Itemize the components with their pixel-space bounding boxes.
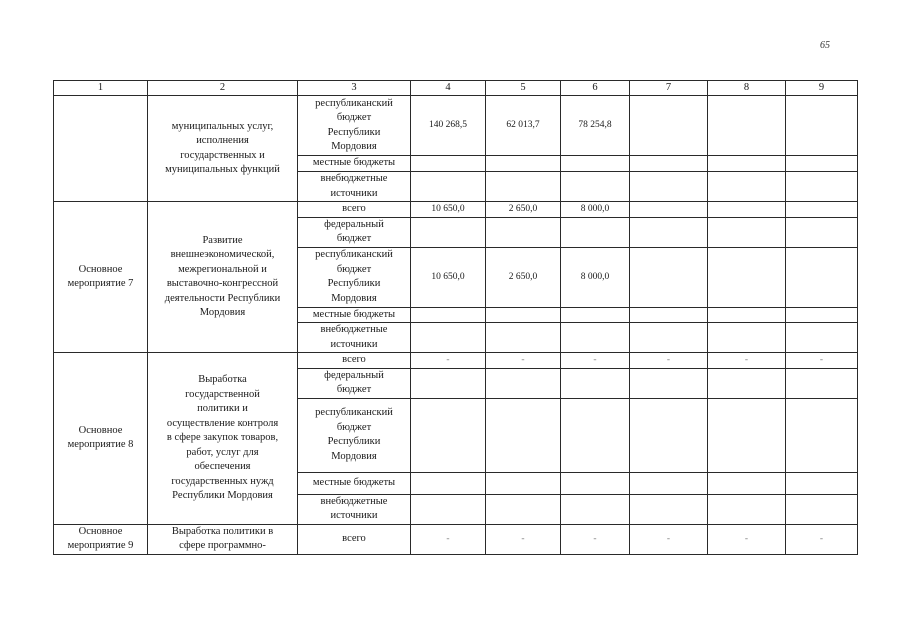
- header-row: [54, 81, 858, 96]
- measure-cell: Основное мероприятие 7: [54, 202, 148, 353]
- table-row: [54, 524, 858, 554]
- measure-cell: Основное мероприятие 9: [54, 524, 148, 554]
- page-number: 65: [820, 40, 830, 51]
- value-cell: [786, 398, 858, 472]
- value-cell: -: [630, 524, 708, 554]
- value-cell: [786, 494, 858, 524]
- funding-source-cell: местные бюджеты: [298, 472, 411, 494]
- funding-source-cell: всего: [298, 202, 411, 218]
- value-cell: [411, 398, 486, 472]
- value-cell: [708, 323, 786, 353]
- value-cell: -: [630, 353, 708, 369]
- table-row: [54, 202, 858, 218]
- value-cell: [786, 96, 858, 156]
- value-cell: [486, 472, 561, 494]
- description-cell: муниципальных услуг, исполнения государственных и муниципальных функций: [148, 96, 298, 202]
- value-cell: [630, 156, 708, 172]
- value-cell: [411, 323, 486, 353]
- funding-source-cell: внебюджетные источники: [298, 323, 411, 353]
- value-cell: -: [486, 524, 561, 554]
- description-cell: Выработка государственной политики и осуществление контроля в сфере закупок товаров, работ, услуг для обеспечения государственных нужд Республики Мордовия: [148, 353, 298, 525]
- value-cell: 8 000,0: [561, 202, 630, 218]
- funding-source-cell: федеральный бюджет: [298, 217, 411, 247]
- value-cell: [786, 307, 858, 323]
- value-cell: 8 000,0: [561, 247, 630, 307]
- value-cell: -: [561, 524, 630, 554]
- value-cell: [486, 323, 561, 353]
- value-cell: 140 268,5: [411, 96, 486, 156]
- value-cell: [786, 202, 858, 218]
- value-cell: [786, 217, 858, 247]
- value-cell: [411, 494, 486, 524]
- value-cell: -: [486, 353, 561, 369]
- value-cell: [786, 172, 858, 202]
- table-row: [54, 96, 858, 156]
- value-cell: -: [411, 353, 486, 369]
- value-cell: [630, 398, 708, 472]
- table-row: [54, 353, 858, 369]
- value-cell: [708, 307, 786, 323]
- value-cell: [708, 202, 786, 218]
- value-cell: [630, 323, 708, 353]
- value-cell: [486, 398, 561, 472]
- value-cell: [630, 368, 708, 398]
- value-cell: [786, 247, 858, 307]
- value-cell: [561, 472, 630, 494]
- value-cell: [708, 472, 786, 494]
- funding-source-cell: местные бюджеты: [298, 156, 411, 172]
- value-cell: [486, 307, 561, 323]
- value-cell: [630, 494, 708, 524]
- value-cell: [486, 217, 561, 247]
- column-header-8: 8: [708, 81, 786, 96]
- value-cell: [561, 398, 630, 472]
- value-cell: [411, 368, 486, 398]
- value-cell: [486, 368, 561, 398]
- value-cell: -: [561, 353, 630, 369]
- value-cell: [786, 368, 858, 398]
- column-header-6: 6: [561, 81, 630, 96]
- budget-table: [53, 80, 858, 555]
- value-cell: [411, 217, 486, 247]
- funding-source-cell: местные бюджеты: [298, 307, 411, 323]
- column-header-2: 2: [148, 81, 298, 96]
- value-cell: [630, 96, 708, 156]
- value-cell: -: [786, 353, 858, 369]
- value-cell: [708, 368, 786, 398]
- value-cell: [561, 307, 630, 323]
- funding-source-cell: федеральный бюджет: [298, 368, 411, 398]
- funding-source-cell: внебюджетные источники: [298, 172, 411, 202]
- column-header-7: 7: [630, 81, 708, 96]
- value-cell: 2 650,0: [486, 247, 561, 307]
- value-cell: [411, 472, 486, 494]
- measure-cell: [54, 96, 148, 202]
- column-header-5: 5: [486, 81, 561, 96]
- funding-source-cell: всего: [298, 524, 411, 554]
- value-cell: [486, 156, 561, 172]
- funding-source-cell: республиканский бюджет Республики Мордовия: [298, 96, 411, 156]
- measure-cell: Основное мероприятие 8: [54, 353, 148, 525]
- value-cell: 10 650,0: [411, 202, 486, 218]
- value-cell: [630, 472, 708, 494]
- value-cell: -: [708, 524, 786, 554]
- value-cell: [411, 156, 486, 172]
- value-cell: [630, 217, 708, 247]
- description-cell: Развитие внешнеэкономической, межрегиональной и выставочно-конгрессной деятельности Республики Мордовия: [148, 202, 298, 353]
- value-cell: [561, 156, 630, 172]
- funding-source-cell: всего: [298, 353, 411, 369]
- value-cell: 62 013,7: [486, 96, 561, 156]
- column-header-3: 3: [298, 81, 411, 96]
- value-cell: [786, 156, 858, 172]
- column-header-1: 1: [54, 81, 148, 96]
- value-cell: [561, 323, 630, 353]
- value-cell: [561, 217, 630, 247]
- value-cell: [708, 398, 786, 472]
- value-cell: -: [786, 524, 858, 554]
- value-cell: [708, 156, 786, 172]
- funding-source-cell: республиканский бюджет Республики Мордовия: [298, 398, 411, 472]
- value-cell: [561, 172, 630, 202]
- value-cell: [786, 472, 858, 494]
- funding-source-cell: внебюджетные источники: [298, 494, 411, 524]
- column-header-4: 4: [411, 81, 486, 96]
- value-cell: [630, 307, 708, 323]
- value-cell: [411, 307, 486, 323]
- value-cell: [561, 494, 630, 524]
- value-cell: -: [708, 353, 786, 369]
- value-cell: [486, 494, 561, 524]
- value-cell: [708, 96, 786, 156]
- value-cell: -: [411, 524, 486, 554]
- funding-source-cell: республиканский бюджет Республики Мордовия: [298, 247, 411, 307]
- value-cell: 78 254,8: [561, 96, 630, 156]
- value-cell: [708, 247, 786, 307]
- value-cell: [708, 217, 786, 247]
- description-cell: Выработка политики в сфере программно-: [148, 524, 298, 554]
- value-cell: 2 650,0: [486, 202, 561, 218]
- value-cell: [708, 494, 786, 524]
- value-cell: 10 650,0: [411, 247, 486, 307]
- value-cell: [786, 323, 858, 353]
- value-cell: [486, 172, 561, 202]
- value-cell: [630, 247, 708, 307]
- value-cell: [411, 172, 486, 202]
- value-cell: [708, 172, 786, 202]
- value-cell: [630, 172, 708, 202]
- value-cell: [561, 368, 630, 398]
- column-header-9: 9: [786, 81, 858, 96]
- value-cell: [630, 202, 708, 218]
